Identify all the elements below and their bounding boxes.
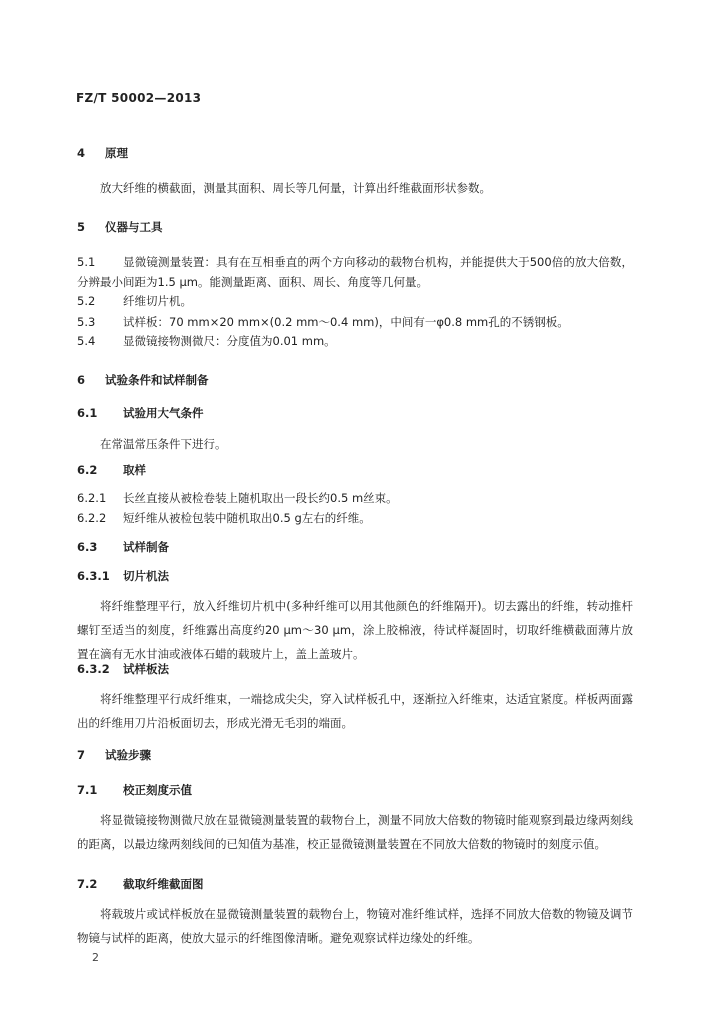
clause-5-4 [77,334,336,348]
section-number: 7.2 [77,877,98,891]
section-7-2-body: 将载玻片或试样板放在显微镜测量装置的载物台上，物镜对准纤维试样，选择不同放大倍数的物镜及调节物镜与试样的距离，使放大显示的纤维图像清晰。避免观察试样边缘处的纤维。 [77,907,633,945]
section-5-heading [77,220,163,234]
section-6-3-1-heading [77,569,169,583]
clause-5-3 [77,315,569,329]
section-title: 取样 [123,463,146,477]
section-6-3-1-body: 将纤维整理平行，放入纤维切片机中(多种纤维可以用其他颜色的纤维隔开)。切去露出的纤维，转动推杆螺钉至适当的刻度，纤维露出高度约20 μm～30 μm，涂上胶棉液，待试样凝固时，切取纤维横截面薄片放置在滴有无水甘油或液体石蜡的载玻片上，盖上盖玻片。 [77,599,633,661]
section-6-3-2-body: 将纤维整理平行成纤维束，一端捻成尖尖，穿入试样板孔中，逐渐拉入纤维束，达适宜紧度。样板两面露出的纤维用刀片沿板面切去，形成光滑无毛羽的端面。 [77,692,633,730]
section-number: 6 [77,373,86,387]
section-number: 7 [77,748,86,762]
clause-text: 显微镜接物测微尺：分度值为0.01 mm。 [123,334,336,348]
section-title: 试样板法 [123,662,169,676]
section-number: 5 [77,220,86,234]
section-7-2-heading [77,877,204,891]
section-6-1-body: 在常温常压条件下进行。 [100,437,227,451]
clause-number: 6.2.1 [77,491,107,505]
section-title: 试验条件和试样制备 [105,373,209,387]
section-number: 4 [77,146,86,160]
clause-text: 显微镜测量装置：具有在互相垂直的两个方向移动的载物台机构，并能提供大于500倍的放大倍数，分辨最小间距为1.5 μm。能测量距离、面积、周长、角度等几何量。 [77,255,633,289]
section-number: 7.1 [77,783,98,797]
clause-number: 5.1 [77,255,96,269]
clause-6-2-1 [77,491,398,505]
section-title: 截取纤维截面图 [123,877,204,891]
section-7-1-body: 将显微镜接物测微尺放在显微镜测量装置的载物台上，测量不同放大倍数的物镜时能观察到最边缘两刻线的距离，以最边缘两刻线间的已知值为基准，校正显微镜测量装置在不同放大倍数的物镜时的刻度示值。 [77,813,633,851]
section-title: 切片机法 [123,569,169,583]
section-6-3-heading [77,540,169,554]
clause-5-2 [77,294,192,308]
section-6-3-2-heading [77,662,169,676]
section-4-heading [77,146,128,160]
clause-5-1 [77,252,633,292]
section-number: 6.3.1 [77,569,110,583]
section-title: 试样制备 [123,540,169,554]
clause-6-2-2 [77,511,371,525]
section-6-heading [77,373,209,387]
section-7-1-heading [77,783,192,797]
standard-number: FZ/T 50002—2013 [76,91,202,105]
clause-text: 长丝直接从被检卷装上随机取出一段长约0.5 m丝束。 [123,491,398,505]
section-number: 6.3.2 [77,662,110,676]
section-4-body: 放大纤维的横截面，测量其面积、周长等几何量，计算出纤维截面形状参数。 [100,181,491,195]
section-6-2-heading [77,463,146,477]
section-number: 6.3 [77,540,98,554]
clause-number: 6.2.2 [77,511,107,525]
clause-number: 5.4 [77,334,96,348]
section-title: 试验用大气条件 [123,406,204,420]
clause-number: 5.3 [77,315,96,329]
section-title: 原理 [105,146,128,160]
section-7-heading [77,748,151,762]
section-number: 6.1 [77,406,98,420]
clause-number: 5.2 [77,294,96,308]
section-title: 校正刻度示值 [123,783,192,797]
section-title: 仪器与工具 [105,220,163,234]
section-number: 6.2 [77,463,98,477]
section-title: 试验步骤 [105,748,151,762]
clause-text: 试样板：70 mm×20 mm×(0.2 mm～0.4 mm)，中间有一φ0.8 mm孔的不锈钢板。 [123,315,569,329]
clause-text: 纤维切片机。 [123,294,192,308]
clause-text: 短纤维从被检包装中随机取出0.5 g左右的纤维。 [123,511,371,525]
section-6-1-heading [77,406,204,420]
page-number: 2 [92,951,99,964]
